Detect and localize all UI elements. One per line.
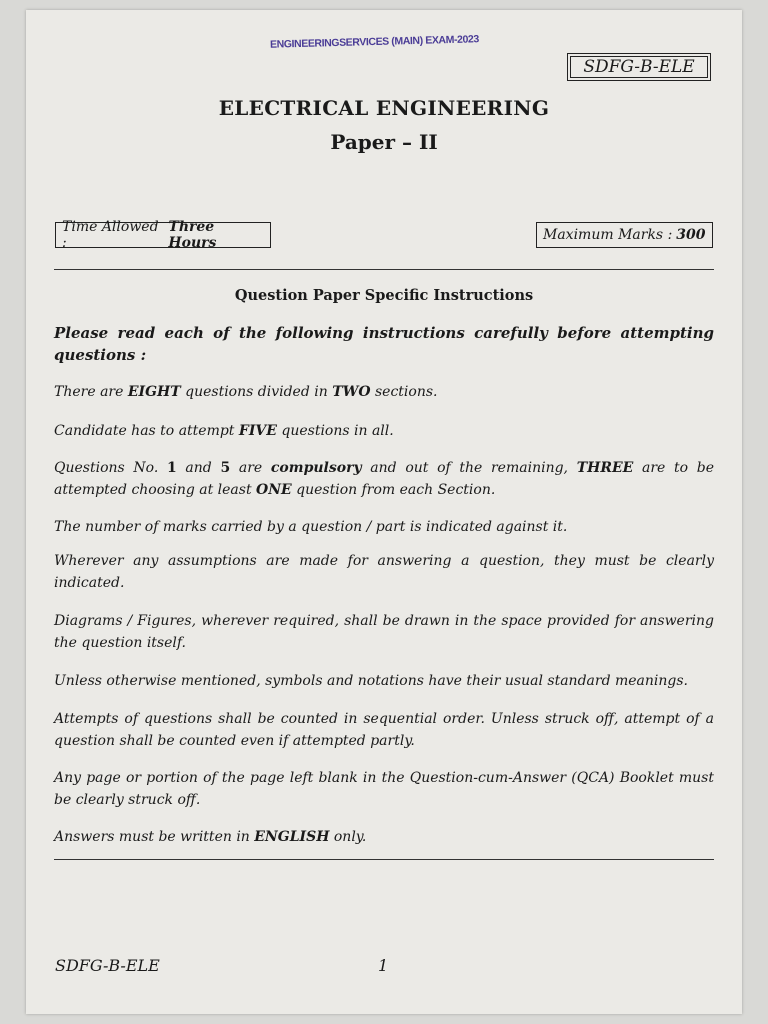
footer-paper-code: SDFG-B-ELE [55,956,160,975]
instruction-text: and [176,460,221,476]
instruction-text: are [230,460,271,476]
instruction-emphasis: ENGLISH [254,829,330,845]
instruction-marks: The number of marks carried by a question / part is indicated against it. [54,519,568,535]
instruction-emphasis: compulsory [270,460,362,476]
top-divider [54,269,714,270]
instruction-text: Questions No. [54,460,167,476]
instruction-text: Candidate has to attempt [54,423,239,439]
instruction-compulsory [54,457,714,501]
paper-code-box [567,53,711,81]
maximum-marks-label: Maximum Marks : [543,227,673,243]
instructions-lead: Please read each of the following instructions carefully before attempting questions : [54,324,714,364]
paper-subtitle: Paper – II [330,130,438,154]
instruction-emphasis: THREE [576,460,634,476]
instruction-attempt-count [54,420,714,442]
instruction-emphasis: EIGHT [127,384,181,400]
instruction-text: questions in all. [276,423,394,439]
page-number: 1 [378,956,389,975]
maximum-marks-value: 300 [676,227,706,243]
instruction-blank-pages: Any page or portion of the page left blank in the Question-cum-Answer (QCA) Booklet must be clearly struck off. [54,770,714,808]
instruction-sequential-order: Attempts of questions shall be counted in sequential order. Unless struck off, attempt of a question shall be counted even if attempted partly. [54,711,714,749]
instructions-heading: Question Paper Specific Instructions [234,287,534,304]
instruction-text: are to be attempted choosing at least [54,460,715,498]
time-allowed-label: Time Allowed : [62,219,159,251]
paper-title: ELECTRICAL ENGINEERING [218,96,550,120]
instruction-text: There are [54,384,128,400]
instruction-text: sections. [370,384,438,400]
exam-paper-page [26,10,742,1014]
paper-code: SDFG-B-ELE [583,57,695,77]
time-allowed-box [55,219,271,251]
instruction-emphasis: ONE [256,482,292,498]
instruction-text: questions divided in [180,384,333,400]
exam-stamp: ENGINEERINGSERVICES (MAIN) EXAM-2023 [269,33,479,51]
instruction-assumptions: Wherever any assumptions are made for answering a question, they must be clearly indicated. [54,553,714,591]
instruction-emphasis: 1 [166,460,177,476]
instruction-text: and out of the remaining, [361,460,577,476]
instruction-text: Answers must be written in [54,829,255,845]
instruction-emphasis: FIVE [238,423,277,439]
instruction-emphasis: TWO [332,384,371,400]
instruction-language [54,826,714,848]
instruction-text: only. [329,829,367,845]
instruction-sections [54,381,714,403]
instruction-text: question from each Section. [291,482,496,498]
time-allowed-value: Three Hours [168,219,217,251]
instruction-emphasis: 5 [220,460,231,476]
maximum-marks-box [536,222,713,248]
instruction-diagrams: Diagrams / Figures, wherever required, shall be drawn in the space provided for answering the question itself. [54,613,714,651]
bottom-divider [54,859,714,860]
instruction-symbols: Unless otherwise mentioned, symbols and notations have their usual standard meanings. [54,673,688,689]
